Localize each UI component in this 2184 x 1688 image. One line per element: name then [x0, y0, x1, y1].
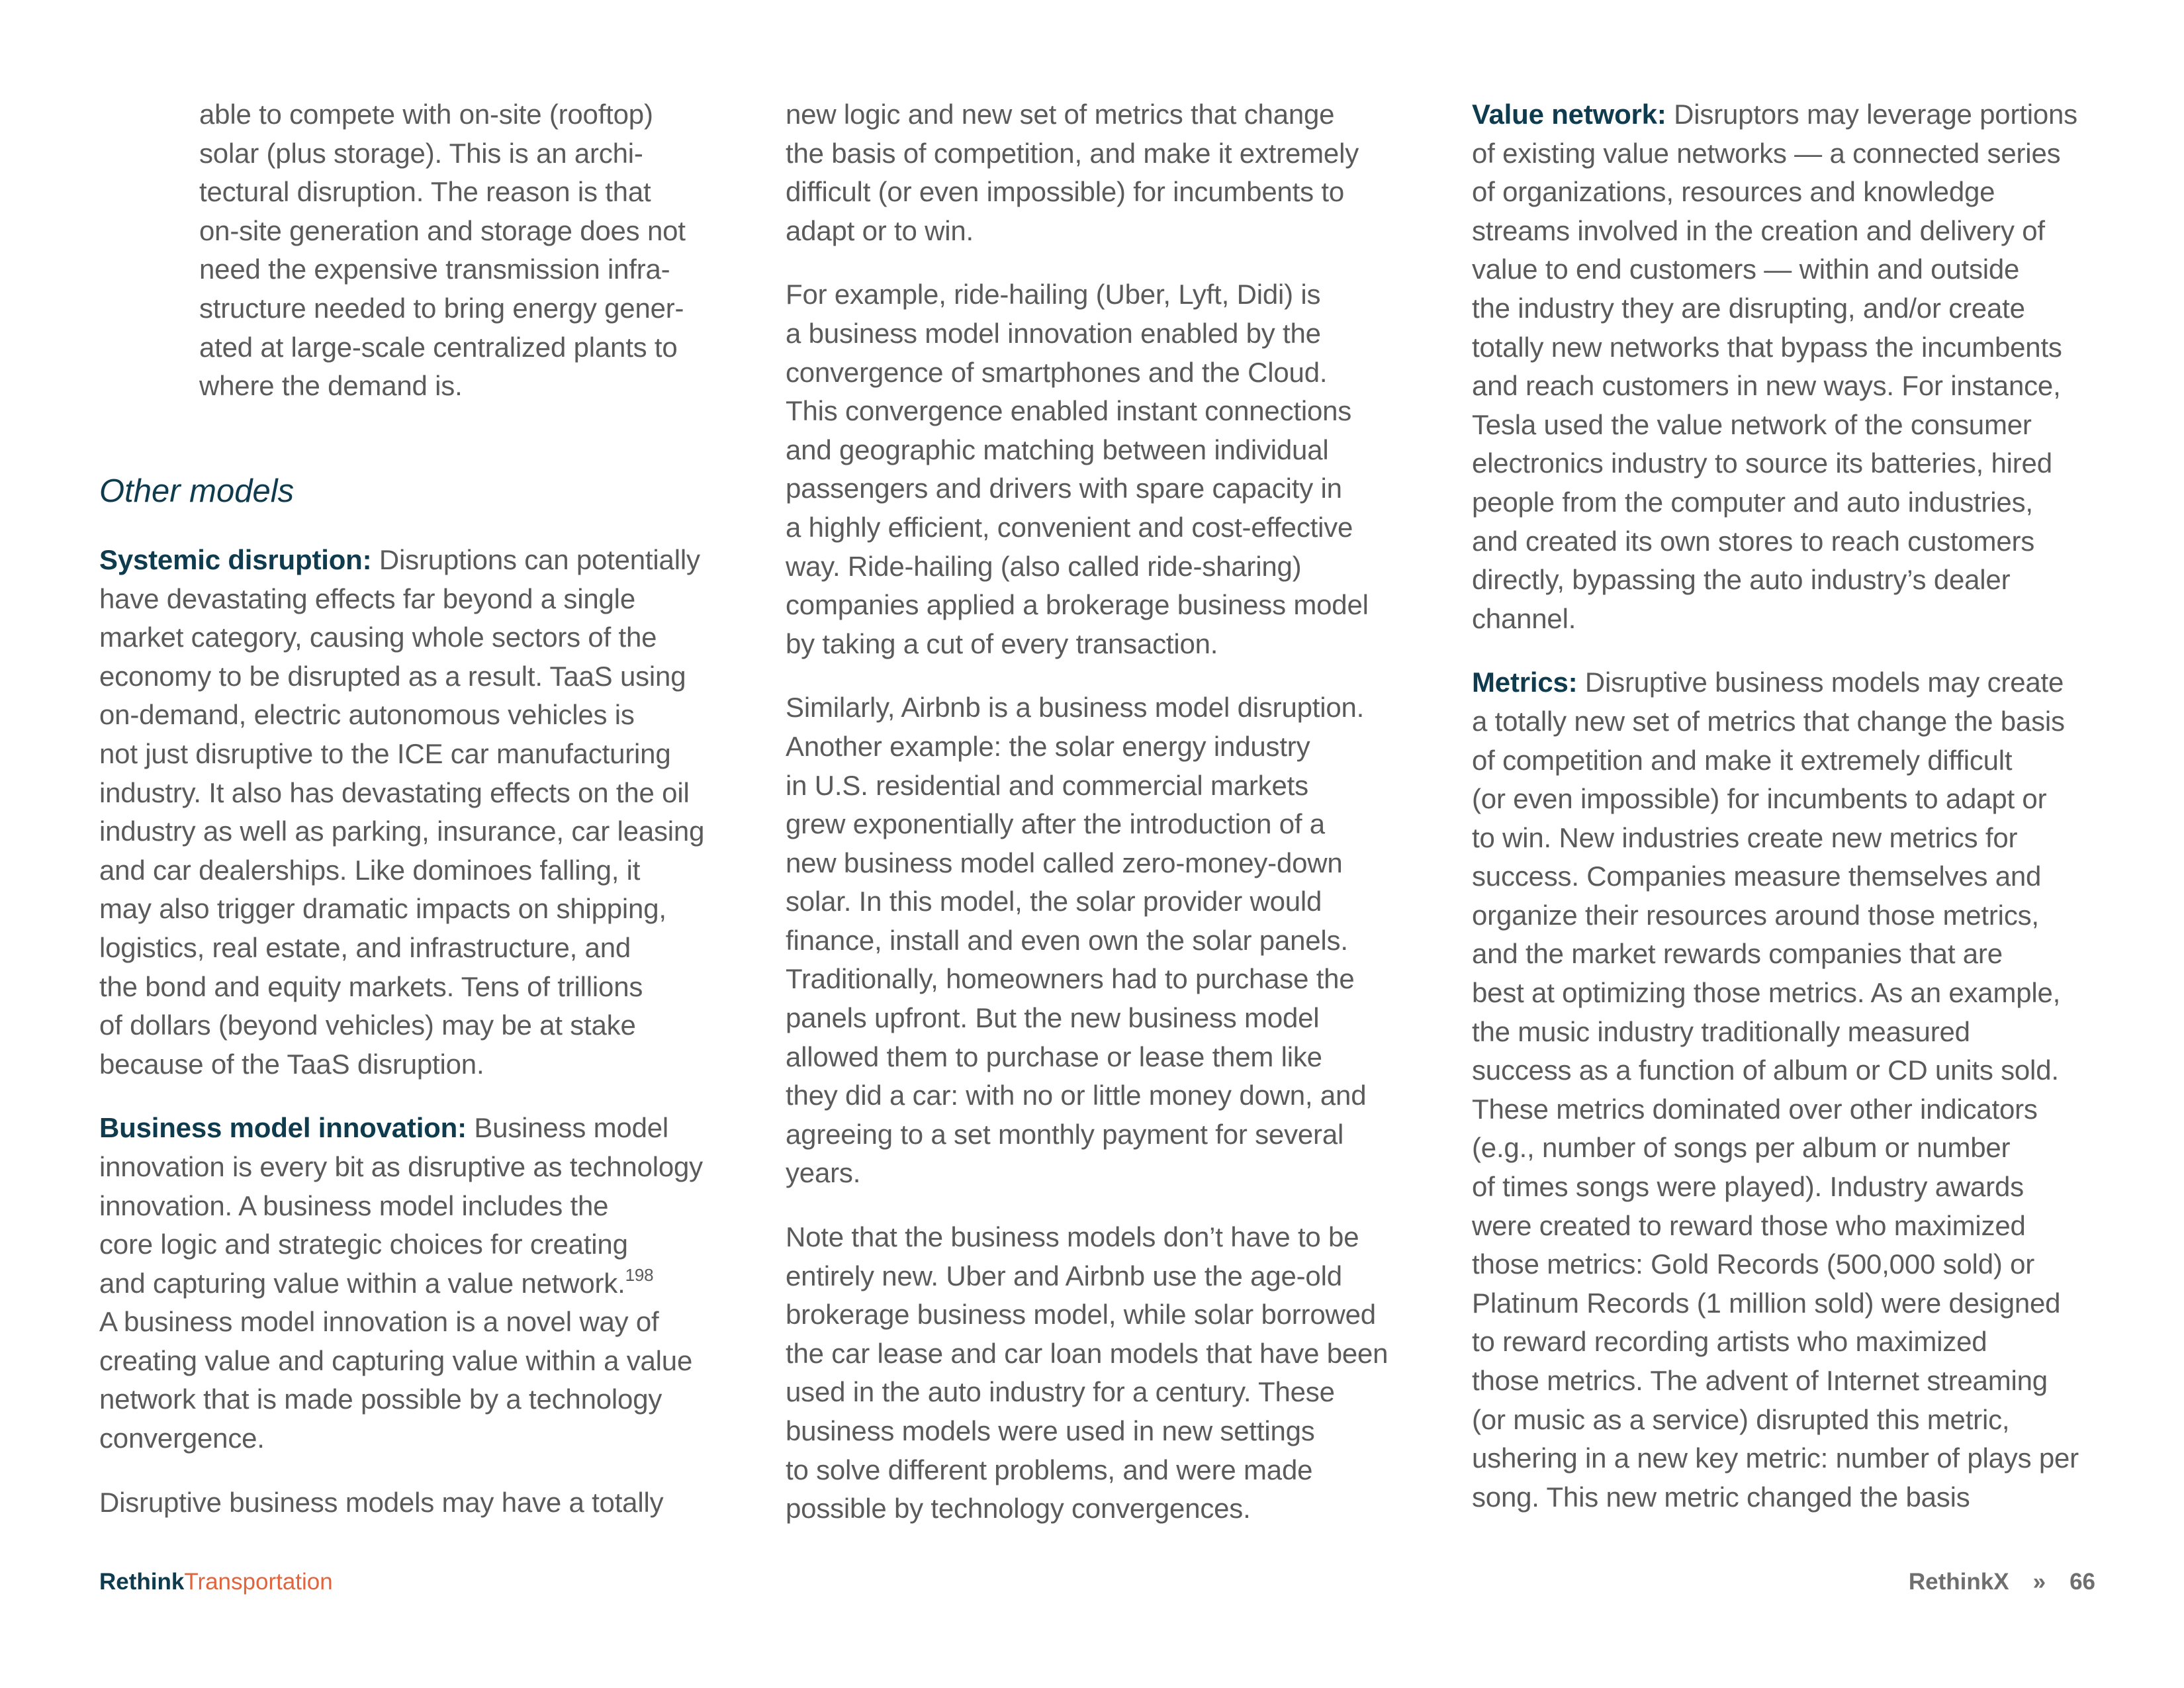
text-line: structure needed to bring energy gener- [199, 292, 684, 324]
text-line: channel. [1472, 602, 1576, 634]
paragraph-business-models-note [786, 1218, 1408, 1528]
text-line: ushering in a new key metric: number of plays per [1472, 1442, 2079, 1474]
text-line: to win. New industries create new metrics for [1472, 821, 2018, 853]
text-line: solar (plus storage). This is an archi- [199, 137, 643, 169]
text-line: by taking a cut of every transaction. [786, 628, 1218, 659]
column-1 [99, 95, 721, 431]
text-line: the car lease and car loan models that have been [786, 1337, 1388, 1369]
text-line: and capturing value within a value network.$^{198}$ [99, 1264, 654, 1299]
text-line: possible by technology convergences. [786, 1493, 1251, 1524]
text-line: adapt or to win. [786, 214, 974, 246]
text-line: they did a car: with no or little money down, and [786, 1080, 1367, 1111]
text-line: have devastating effects far beyond a single [99, 583, 635, 614]
text-line: success. Companies measure themselves and [1472, 861, 2042, 892]
text-line: those metrics: Gold Records (500,000 sold) or [1472, 1248, 2035, 1280]
text-line: Note that the business models don’t have to be [786, 1221, 1359, 1253]
text-line: totally new networks that bypass the incumbents [1472, 331, 2062, 363]
text-line: These metrics dominated over other indicators [1472, 1093, 2038, 1125]
metrics-paragraph [1472, 663, 2094, 1517]
column-1-lower [99, 541, 721, 1547]
text-line: the bond and equity markets. Tens of trillions [99, 970, 643, 1002]
separator-icon: » [2032, 1569, 2046, 1595]
text-line: those metrics. The advent of Internet streaming [1472, 1365, 2048, 1396]
footnote-ref: 198 [625, 1264, 654, 1285]
text-line: a totally new set of metrics that change the basis [1472, 705, 2065, 737]
section-heading: Other models [99, 473, 295, 509]
text-line: This convergence enabled instant connections [786, 395, 1352, 427]
text-line: For example, ride-hailing (Uber, Lyft, Didi) is [786, 279, 1321, 310]
text-line: and geographic matching between individual [786, 434, 1329, 465]
text-line: Value network: Disruptors may leverage portions [1472, 99, 2077, 130]
text-line: (or even impossible) for incumbents to adapt or [1472, 783, 2047, 815]
text-line: business models were used in new settings [786, 1415, 1315, 1446]
column-3 [1472, 95, 2094, 1542]
text-line: value to end customers — within and outside [1472, 254, 2020, 285]
text-line: where the demand is. [199, 370, 463, 402]
text-line: on-demand, electric autonomous vehicles is [99, 699, 635, 731]
text-line: creating value and capturing value within a value [99, 1344, 693, 1376]
text-line: innovation is every bit as disruptive as technology [99, 1150, 703, 1182]
footer-brand: RethinkTransportation [99, 1569, 333, 1595]
paragraph-lead: Systemic disruption: [99, 544, 372, 575]
text-line: the basis of competition, and make it extremely [786, 137, 1359, 169]
text-line: A business model innovation is a novel way of [99, 1306, 659, 1338]
text-line: passengers and drivers with spare capacity in [786, 473, 1342, 504]
text-line: success as a function of album or CD units sold. [1472, 1055, 2059, 1086]
text-line: and car dealerships. Like dominoes falling, it [99, 854, 641, 886]
text-line: panels upfront. But the new business model [786, 1002, 1320, 1034]
publisher-name: RethinkX [1908, 1569, 2009, 1595]
text-line: grew exponentially after the introduction of a [786, 808, 1325, 840]
text-line: of existing value networks — a connected series [1472, 137, 2061, 169]
paragraph-lead: Metrics: [1472, 667, 1578, 698]
text-line: way. Ride-hailing (also called ride-sharing) [786, 550, 1302, 582]
text-line: Traditionally, homeowners had to purchase the [786, 963, 1355, 995]
text-line: and reach customers in new ways. For instance, [1472, 370, 2061, 402]
text-line: a business model innovation enabled by the [786, 317, 1321, 349]
column-2 [786, 95, 1408, 1554]
text-line: of dollars (beyond vehicles) may be at stake [99, 1009, 636, 1041]
text-line: of times songs were played). Industry awards [1472, 1171, 2024, 1203]
text-line: people from the computer and auto industries, [1472, 486, 2033, 518]
text-line: network that is made possible by a technology [99, 1383, 662, 1415]
text-line: to solve different problems, and were made [786, 1454, 1313, 1485]
text-line: market category, causing whole sectors of the [99, 622, 657, 653]
text-line: (or music as a service) disrupted this metric, [1472, 1403, 2010, 1435]
text-line: a highly efficient, convenient and cost-effective [786, 511, 1353, 543]
text-line: not just disruptive to the ICE car manufacturing [99, 737, 671, 769]
text-line: and the market rewards companies that are [1472, 938, 2003, 970]
systemic-disruption-paragraph [99, 541, 721, 1084]
text-line: (e.g., number of songs per album or number [1472, 1132, 2011, 1164]
paragraph-airbnb-solar [786, 688, 1408, 1193]
paragraph-ride-hailing [786, 275, 1408, 663]
business-model-innovation-paragraph [99, 1109, 721, 1458]
paragraph-lead: Business model innovation: [99, 1112, 467, 1144]
text-line: directly, bypassing the auto industry’s dealer [1472, 564, 2011, 596]
text-line: used in the auto industry for a century. These [786, 1376, 1335, 1408]
text-line: need the expensive transmission infra- [199, 254, 670, 285]
text-line: logistics, real estate, and infrastructure, and [99, 931, 631, 963]
value-network-paragraph [1472, 95, 2094, 638]
text-line: and created its own stores to reach customers [1472, 525, 2035, 557]
text-line: ated at large-scale centralized plants to [199, 331, 678, 363]
text-line: new logic and new set of metrics that change [786, 99, 1335, 130]
text-line: companies applied a brokerage business model [786, 589, 1369, 621]
text-line: finance, install and even own the solar panels. [786, 924, 1348, 956]
text-line: Another example: the solar energy industry [786, 730, 1310, 762]
page-number: 66 [2070, 1569, 2095, 1595]
text-line: years. [786, 1157, 861, 1189]
text-line: tectural disruption. The reason is that [199, 176, 651, 208]
text-line: allowed them to purchase or lease them like [786, 1041, 1322, 1072]
text-line: Similarly, Airbnb is a business model disruption. [786, 692, 1365, 724]
text-line: organize their resources around those metrics, [1472, 899, 2039, 931]
text-line: industry. It also has devastating effects on the oil [99, 776, 690, 808]
intro-paragraph [199, 95, 721, 406]
paragraph-lead: Value network: [1472, 99, 1666, 130]
continuation-paragraph: Disruptive business models may have a totally [99, 1486, 664, 1518]
text-line: of organizations, resources and knowledge [1472, 176, 1995, 208]
text-line: solar. In this model, the solar provider would [786, 886, 1322, 917]
paragraph-metrics-logic [786, 95, 1408, 250]
text-line: song. This new metric changed the basis [1472, 1481, 1970, 1513]
text-line: the industry they are disrupting, and/or create [1472, 292, 2025, 324]
text-line: in U.S. residential and commercial markets [786, 769, 1308, 801]
footer-page-info [1909, 1569, 2095, 1595]
text-line: able to compete with on-site (rooftop) [199, 99, 653, 130]
text-line: Systemic disruption: Disruptions can potentially [99, 544, 700, 575]
text-line: electronics industry to source its batteries, hired [1472, 447, 2052, 479]
text-line: Metrics: Disruptive business models may create [1472, 667, 2064, 698]
text-line: agreeing to a set monthly payment for several [786, 1118, 1344, 1150]
text-line: because of the TaaS disruption. [99, 1048, 484, 1080]
text-line: to reward recording artists who maximized [1472, 1326, 1987, 1358]
text-line: may also trigger dramatic impacts on shipping, [99, 893, 666, 925]
text-line: of competition and make it extremely difficult [1472, 744, 2013, 776]
text-line: new business model called zero-money-down [786, 847, 1343, 878]
text-line: the music industry traditionally measured [1472, 1015, 1970, 1047]
text-line: difficult (or even impossible) for incumbents to [786, 176, 1344, 208]
text-line: were created to reward those who maximized [1472, 1209, 2026, 1241]
text-line: best at optimizing those metrics. As an example, [1472, 977, 2061, 1009]
text-line: entirely new. Uber and Airbnb use the age-old [786, 1260, 1342, 1291]
text-line: Platinum Records (1 million sold) were designed [1472, 1287, 2061, 1319]
text-line: brokerage business model, while solar borrowed [786, 1299, 1376, 1331]
text-line: on-site generation and storage does not [199, 214, 686, 246]
text-line: streams involved in the creation and delivery of [1472, 214, 2045, 246]
text-line: convergence. [99, 1423, 265, 1454]
text-line: Business model innovation: Business model [99, 1112, 669, 1144]
text-line: economy to be disrupted as a result. TaaS using [99, 660, 686, 692]
text-line: core logic and strategic choices for creating [99, 1229, 628, 1260]
text-line: industry as well as parking, insurance, car leasing [99, 816, 705, 847]
text-line: innovation. A business model includes the [99, 1190, 609, 1221]
text-line: Tesla used the value network of the consumer [1472, 408, 2032, 440]
text-line: convergence of smartphones and the Cloud. [786, 356, 1328, 388]
